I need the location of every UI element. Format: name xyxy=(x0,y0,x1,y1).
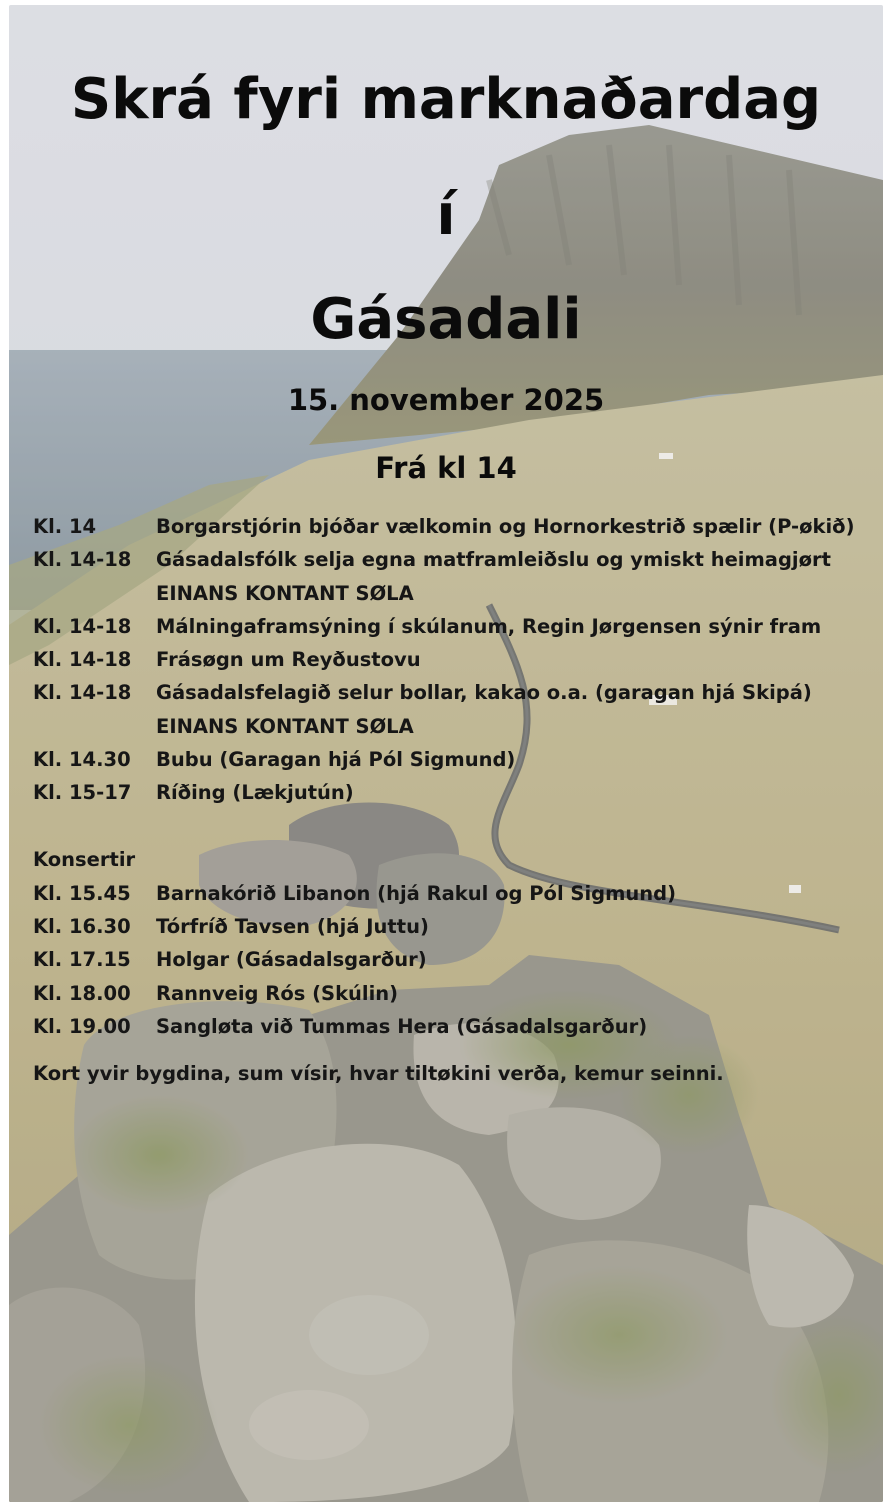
schedule-time: Kl. 14-18 xyxy=(33,614,132,638)
schedule-row xyxy=(33,510,883,543)
schedule-time: Kl. 14.30 xyxy=(33,748,131,772)
schedule-time xyxy=(33,577,156,610)
concert-text: Sangløta við Tummas Hera (Gásadalsgarður) xyxy=(156,1014,648,1038)
concert-time: Kl. 18.00 xyxy=(33,981,131,1005)
concert-text: Holgar (Gásadalsgarður) xyxy=(156,948,427,972)
footer-note: Kort yvir bygdina, sum vísir, hvar tiltøkini verða, kemur seinni. xyxy=(33,1062,724,1086)
schedule-text: Frásøgn um Reyðustovu xyxy=(156,648,421,672)
concert-text: Tórfríð Tavsen (hjá Juttu) xyxy=(156,914,429,938)
spacer xyxy=(33,810,883,843)
schedule-row xyxy=(33,543,883,576)
schedule-time: Kl. 14-18 xyxy=(33,681,132,705)
concert-row xyxy=(33,910,883,943)
concert-time: Kl. 15.45 xyxy=(33,881,131,905)
poster xyxy=(9,5,883,1502)
schedule-row xyxy=(33,610,883,643)
schedule-row xyxy=(33,710,883,743)
title-line-1: Skrá fyri marknaðardag xyxy=(70,67,822,132)
schedule-time: Kl. 14-18 xyxy=(33,648,132,672)
schedule-text: EINANS KONTANT SØLA xyxy=(156,714,414,738)
schedule-row xyxy=(33,643,883,676)
concert-time: Kl. 16.30 xyxy=(33,914,131,938)
schedule xyxy=(33,510,883,1090)
schedule-text: Gásadalsfelagið selur bollar, kakao o.a. (garagan hjá Skipá) xyxy=(156,681,812,705)
schedule-text: EINANS KONTANT SØLA xyxy=(156,581,414,605)
schedule-text: Bubu (Garagan hjá Pól Sigmund) xyxy=(156,748,516,772)
concert-text: Barnakórið Libanon (hjá Rakul og Pól Sigmund) xyxy=(156,881,677,905)
schedule-time xyxy=(33,710,156,743)
concert-time: Kl. 19.00 xyxy=(33,1014,131,1038)
schedule-text: Málningaframsýning í skúlanum, Regin Jørgensen sýnir fram xyxy=(156,614,822,638)
schedule-time: Kl. 14-18 xyxy=(33,548,132,572)
concert-time: Kl. 17.15 xyxy=(33,948,131,972)
event-date: 15. november 2025 xyxy=(287,383,605,417)
schedule-row xyxy=(33,743,883,776)
concert-row xyxy=(33,977,883,1010)
concert-text: Rannveig Rós (Skúlin) xyxy=(156,981,399,1005)
schedule-text: Ríðing (Lækjutún) xyxy=(156,781,354,805)
schedule-time: Kl. 14 xyxy=(33,515,97,538)
concert-row xyxy=(33,877,883,910)
title-line-2: í xyxy=(436,183,456,248)
schedule-row xyxy=(33,776,883,809)
schedule-time: Kl. 15-17 xyxy=(33,781,132,805)
concert-row xyxy=(33,1010,883,1043)
schedule-row xyxy=(33,676,883,709)
concerts-heading: Konsertir xyxy=(33,847,136,871)
start-time: Frá kl 14 xyxy=(375,451,517,485)
schedule-text: Borgarstjórin bjóðar vælkomin og Hornorkestrið spælir (P-økið) xyxy=(156,515,855,538)
title-line-3: Gásadali xyxy=(310,287,582,352)
concert-row xyxy=(33,943,883,976)
schedule-text: Gásadalsfólk selja egna matframleiðslu og ymiskt heimagjørt xyxy=(156,548,831,572)
schedule-row xyxy=(33,577,883,610)
